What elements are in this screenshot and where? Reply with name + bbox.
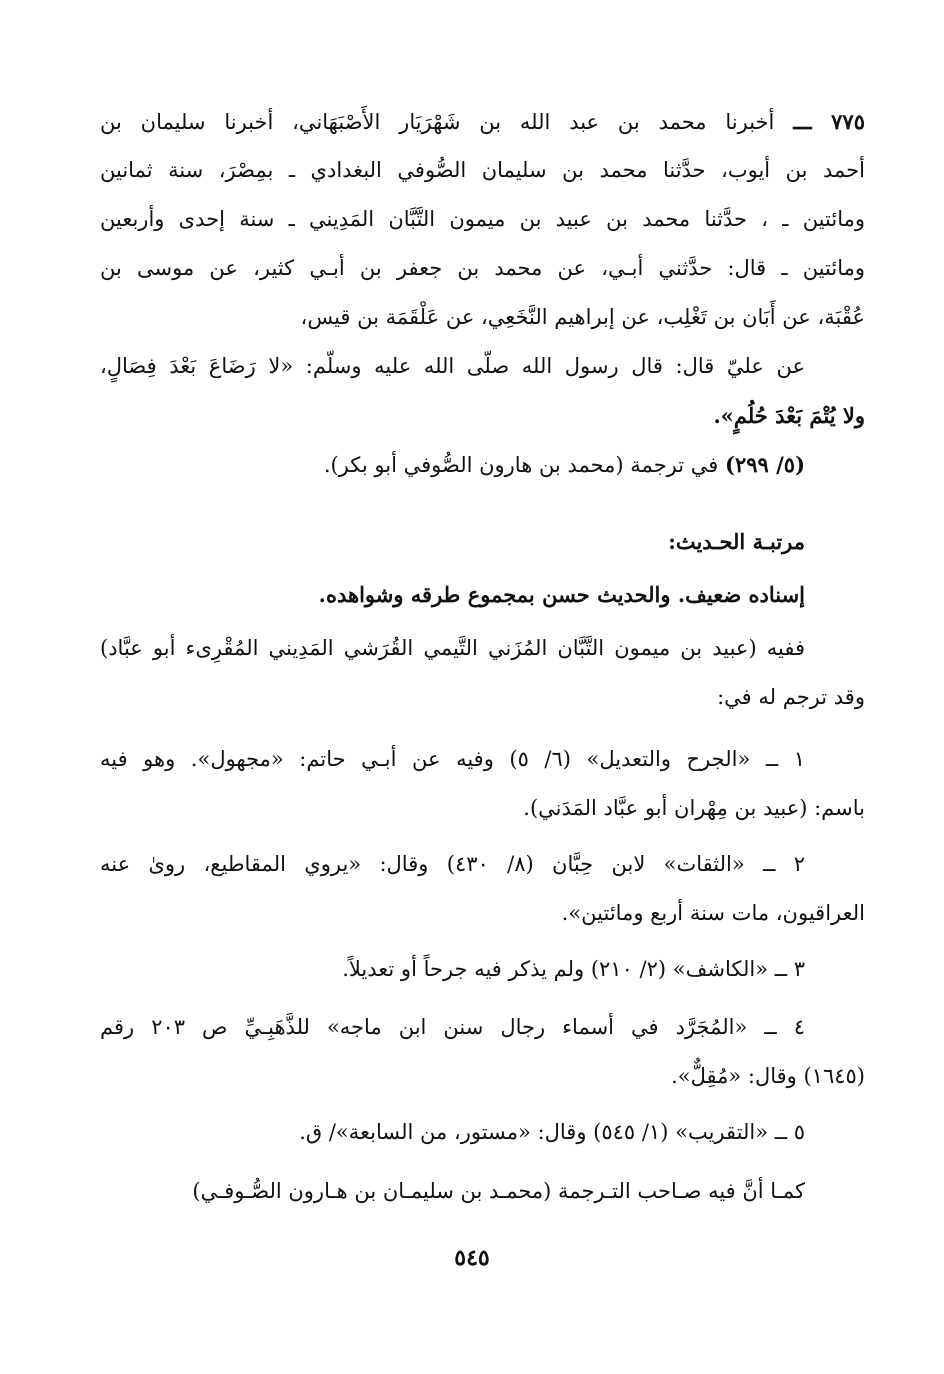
grading-body <box>100 570 865 722</box>
hadith-line-5: عُقْبَة، عن أَبَان بن تَغْلِب، عن إبراهيم النَّخَعِي، عن عَلْقَمَة بن قيس، <box>300 305 865 329</box>
source-3 <box>100 945 865 994</box>
source-4-line-1: ٤ ــ «المُجَرَّد في أسماء رجال سنن ابن ماجه» للذَّهَبِـيِّ ص ٢٠٣ رقم <box>100 1015 805 1039</box>
source-1-line-1: ١ ــ «الجرح والتعديل» (٦/ ٥) وفيه عن أبـي حاتم: «مجهول». وهو فيه <box>100 747 805 771</box>
grading-intro-line-2: وقد ترجم له في: <box>717 685 865 709</box>
source-1 <box>100 735 865 833</box>
closing-paragraph <box>100 1167 865 1216</box>
hadith-line-3: ومائتين ـ ، حدَّثنا محمد بن عبيد بن ميمون التَّبَّان المَدِيني ـ سنة إحدى وأربعين <box>100 207 865 231</box>
closing-line: كمـا أنَّ فيه صـاحب التـرجمة (محمـد بن سليمـان بن هـارون الصُّـوفـي) <box>192 1179 805 1203</box>
hadith-reference: (٥/ ٢٩٩) في ترجمة (محمد بن هارون الصُّوفي أبو بكر). <box>323 452 805 477</box>
grading-summary: إسناده ضعيف. والحديث حسن بمجموع طرقه وشواهده. <box>318 582 805 607</box>
source-2 <box>100 840 865 938</box>
hadith-line-4: ومائتين ـ قال: حدَّثني أبـي، عن محمد بن جعفر بن أبـي كثير، عن موسى بن <box>100 256 865 280</box>
hadith-isnad <box>100 97 865 342</box>
matn-line-1: عن عليّ قال: قال رسول الله صلّى الله عليه وسلّم: «لا رَضَاعَ بَعْدَ فِصَالٍ، <box>100 354 805 378</box>
source-4 <box>100 1003 865 1101</box>
source-5-line-1: ٥ ــ «التقريب» (١/ ٥٤٥) وقال: «مستور، من السابعة»/ ق. <box>299 1120 805 1144</box>
source-2-line-1: ٢ ــ «الثقات» لابن حِبَّان (٨/ ٤٣٠) وقال: «يروي المقاطيع، روىٰ عنه <box>100 852 805 876</box>
hadith-line-1: ٧٧٥ ـــ أخبرنا محمد بن عبد الله بن شَهْرَيَار الأَصْبَهَاني، أخبرنا سليمان بن <box>100 109 865 134</box>
source-2-line-2: العراقيون، مات سنة أربع ومائتين». <box>561 901 865 925</box>
hadith-line-2: أحمد بن أيوب، حدَّثنا محمد بن سليمان الصُّوفي البغدادي ـ بمِصْرَ، سنة ثمانين <box>100 158 865 182</box>
source-4-line-2: (١٦٤٥) وقال: «مُقِلٌّ». <box>671 1064 865 1088</box>
grading-intro-line-1: ففيه (عبيد بن ميمون التَّبَّان المُزَني التَّيمي القُرَشي المَدِيني المُقْرِىء أبو عبَّاد) <box>100 636 805 660</box>
reference-volume-page: (٥/ ٢٩٩) <box>725 452 805 477</box>
grading-heading: مرتبـة الحـديث: <box>668 529 805 554</box>
hadith-number: ٧٧٥ ـــ <box>793 109 865 134</box>
source-3-line-1: ٣ ــ «الكاشف» (٢/ ٢١٠) ولم يذكر فيه جرحاً أو تعديلاً. <box>342 957 805 981</box>
page-number: ٥٤٥ <box>454 1245 490 1271</box>
hadith-matn <box>100 342 865 489</box>
source-1-line-2: باسم: (عبيد بن مِهْران أبو عبَّاد المَدَني). <box>523 796 865 820</box>
grading-section <box>100 517 865 566</box>
source-5 <box>100 1108 865 1157</box>
matn-line-2: ولا يُتْمَ بَعْدَ حُلُمٍ». <box>713 403 865 428</box>
